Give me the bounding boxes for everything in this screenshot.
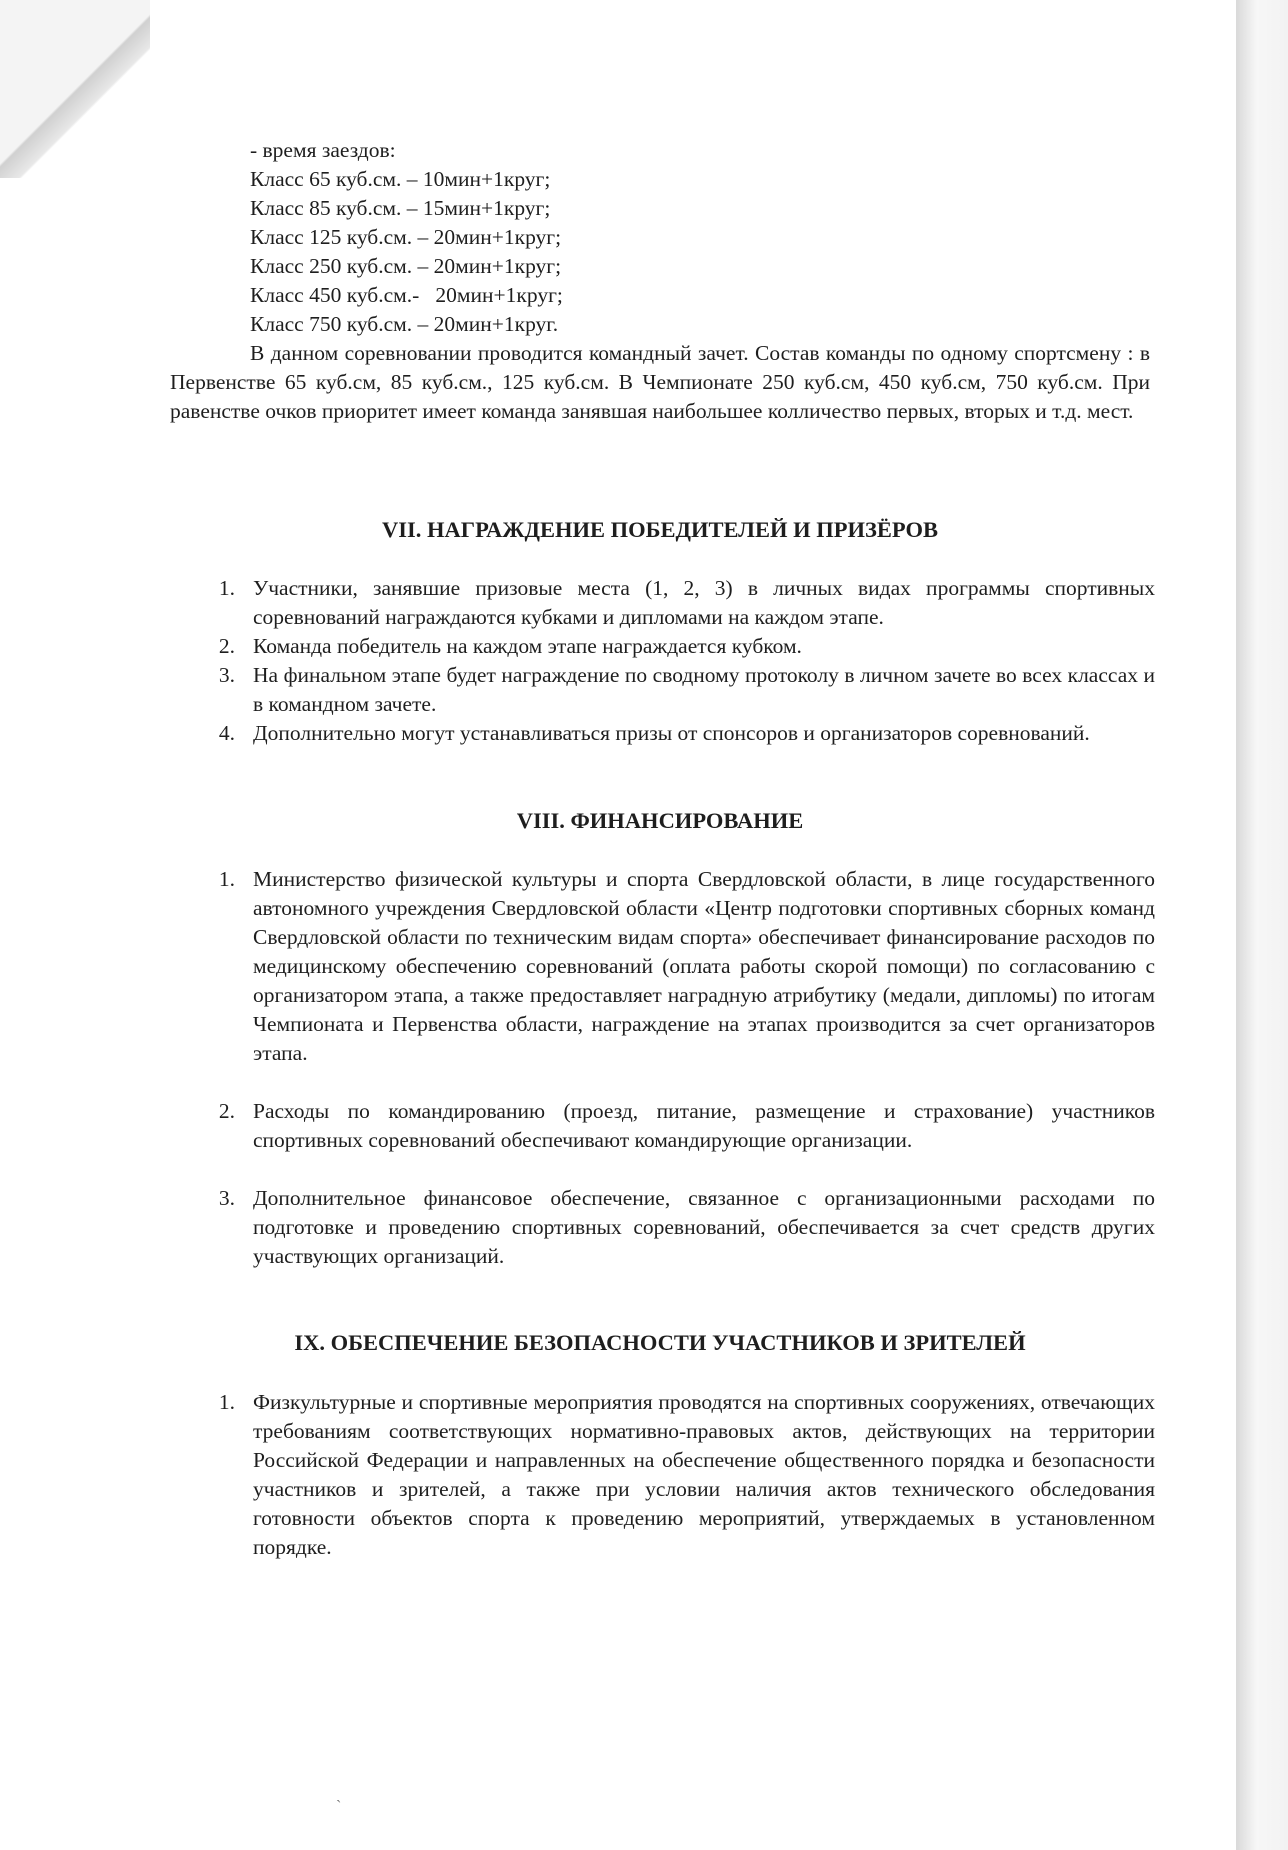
scan-speck: ˎ — [336, 1786, 342, 1803]
race-time-item: Класс 250 куб.см. – 20мин+1круг; — [250, 254, 562, 278]
page-edge-shadow — [1236, 0, 1288, 1850]
list-item: 3. На финальном этапе будет награждение по сводному протоколу в личном зачете во всех классах и в командном зачете. — [218, 663, 1155, 716]
team-standings-paragraph: В данном соревновании проводится командный зачет. Состав команды по одному спортсмену : в Первенстве 65 куб.см, 85 куб.см., 125 куб.см. В Чемпионате 250 куб.см, 450 куб.см, 750 куб.см. При равенстве очков приоритет имеет команда занявшая наибольшее колличество первых, вторых и т.д. мест. — [170, 341, 1150, 423]
race-times-block — [250, 136, 563, 339]
list-item: 1. Участники, занявшие призовые места (1, 2, 3) в личных видах программы спортивных соревнований награждаются кубками и дипломами на каждом этапе. — [218, 576, 1155, 629]
financing-list — [205, 865, 1155, 1271]
race-time-item: Класс 750 куб.см. – 20мин+1круг. — [250, 312, 559, 336]
section-heading-financing: VIII. ФИНАНСИРОВАНИЕ — [516, 808, 804, 833]
race-time-item: Класс 85 куб.см. – 15мин+1круг; — [250, 196, 551, 220]
list-item: 3. Дополнительное финансовое обеспечение, связанное с организационными расходами по подготовке и проведению спортивных соревнований, обеспечивается за счет средств других участвующих организаций. — [218, 1186, 1155, 1268]
list-item: 1. Министерство физической культуры и спорта Свердловской области, в лице государственного автономного учреждения Свердловской области «Центр подготовки спортивных сборных команд Свердловской области по техническим видам спорта» обеспечивает финансирование расходов по медицинскому обеспечению соревнований (оплата работы скорой помощи) по согласованию с организатором этапа, а также предоставляет наградную атрибутику (медали, дипломы) по итогам Чемпионата и Первенства области, награждение на этапах производится за счет организаторов этапа. — [218, 867, 1155, 1065]
section-heading-awards: VII. НАГРАЖДЕНИЕ ПОБЕДИТЕЛЕЙ И ПРИЗЁРОВ — [382, 517, 938, 542]
race-time-item: Класс 450 куб.см.- 20мин+1круг; — [250, 283, 563, 307]
list-item: 1. Физкультурные и спортивные мероприятия проводятся на спортивных сооружениях, отвечающих требованиям соответствующих нормативно-правовых актов, действующих на территории Российской Федерации и направленных на обеспечение общественного порядка и безопасности участников и зрителей, а также при условии наличия актов технического обследования готовности объектов спорта к проведению мероприятий, утверждаемых в установленном порядке. — [218, 1390, 1155, 1559]
list-item: 4. Дополнительно могут устанавливаться призы от спонсоров и организаторов соревнований. — [218, 721, 1090, 745]
race-time-item: Класс 125 куб.см. – 20мин+1круг; — [250, 225, 562, 249]
section-heading-safety: IX. ОБЕСПЕЧЕНИЕ БЕЗОПАСНОСТИ УЧАСТНИКОВ И ЗРИТЕЛЕЙ — [294, 1330, 1026, 1355]
list-item: 2. Расходы по командированию (проезд, питание, размещение и страхование) участников спортивных соревнований обеспечивают командирующие организации. — [218, 1099, 1155, 1152]
list-item: 2. Команда победитель на каждом этапе награждается кубком. — [218, 634, 802, 658]
race-times-intro: - время заездов: — [250, 138, 396, 162]
safety-list — [205, 1388, 1155, 1562]
race-time-item: Класс 65 куб.см. – 10мин+1круг; — [250, 167, 551, 191]
awards-list — [205, 574, 1155, 748]
